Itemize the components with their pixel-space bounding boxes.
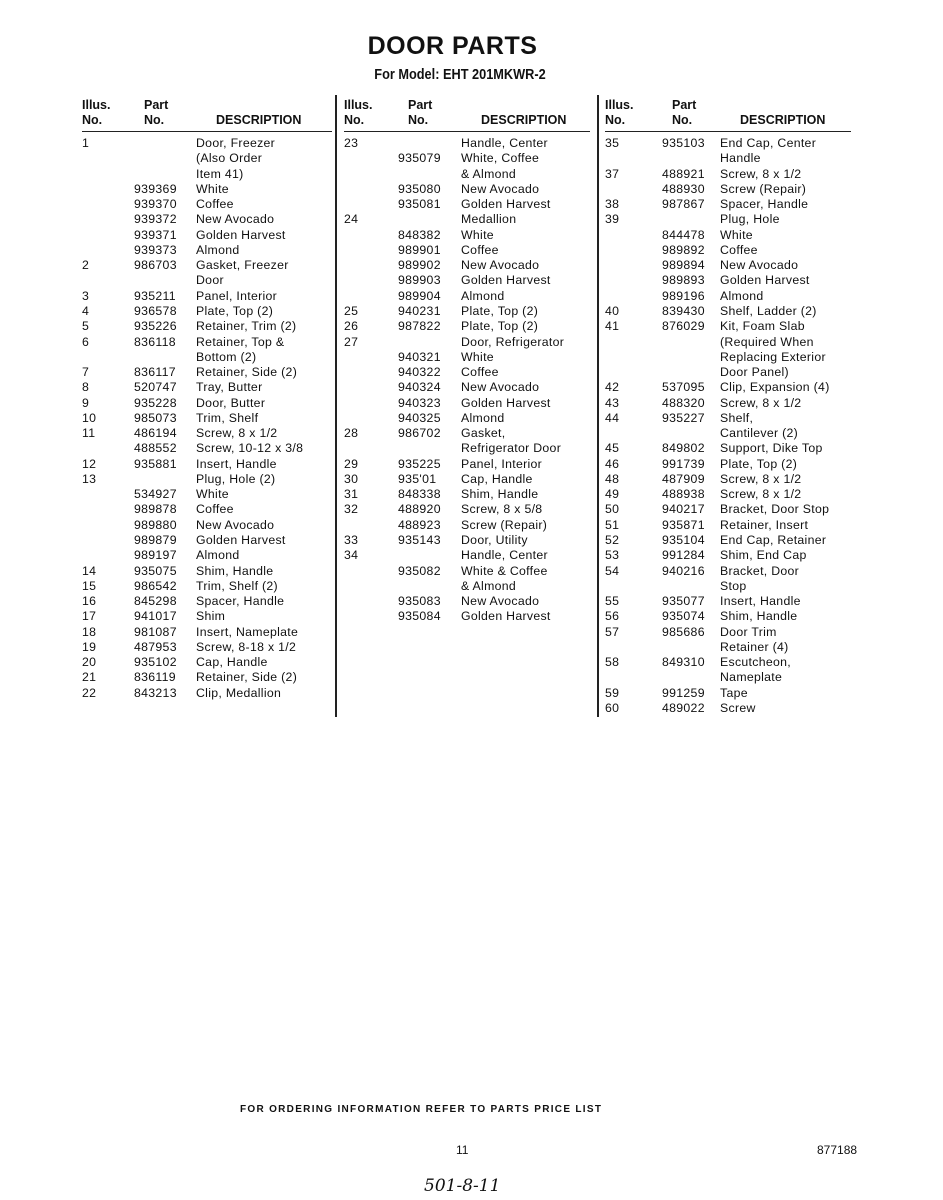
part-number: 935104 [662,533,705,548]
part-description: Stop [720,578,747,593]
header-illus-no: No. [82,113,103,127]
part-description: Item 41) [196,166,244,181]
part-number: 989903 [398,273,441,288]
part-number: 987822 [398,319,441,334]
illus-number: 5 [82,319,90,334]
part-number: 935082 [398,563,441,578]
part-number: 989892 [662,242,705,257]
part-number: 935227 [662,410,705,425]
part-number: 935074 [662,609,705,624]
part-description: & Almond [461,166,517,181]
part-description: Golden Harvest [720,273,810,288]
part-number: 981087 [134,624,177,639]
part-number: 989196 [662,288,705,303]
part-description: Shim, End Cap [720,548,807,563]
part-number: 939372 [134,212,177,227]
part-description: Retainer, Side (2) [196,670,298,685]
part-number: 940217 [662,502,705,517]
header-part-no: No. [408,113,429,127]
illus-number: 55 [605,594,620,609]
part-description: Screw, 8 x 1/2 [196,426,278,441]
illus-number: 48 [605,471,620,486]
part-description: Golden Harvest [461,609,551,624]
part-description: Shim [196,609,226,624]
header-rule [605,131,851,132]
part-number: 488930 [662,181,705,196]
part-number: 989901 [398,242,441,257]
part-number: 876029 [662,319,705,334]
illus-number: 43 [605,395,620,410]
part-number: 991739 [662,456,705,471]
part-number: 935080 [398,181,441,196]
part-description: White [196,487,229,502]
part-description: White, Coffee [461,151,540,166]
illus-number: 30 [344,471,359,486]
part-description: Coffee [461,242,499,257]
part-number: 935881 [134,456,177,471]
part-description: Panel, Interior [461,456,543,471]
illus-number: 25 [344,303,359,318]
part-description: Door Panel) [720,365,789,380]
page-title: DOOR PARTS [367,32,538,60]
ordering-note: FOR ORDERING INFORMATION REFER TO PARTS PRICE LIST [240,1104,603,1115]
part-number: 935871 [662,517,705,532]
part-description: Screw, 8-18 x 1/2 [196,639,297,654]
part-description: New Avocado [720,258,799,273]
illus-number: 19 [82,639,97,654]
part-number: 986702 [398,426,441,441]
part-description: Shelf, [720,410,754,425]
part-description: Almond [461,288,505,303]
part-number: 989879 [134,533,177,548]
part-description: Replacing Exterior [720,349,826,364]
part-number: 844478 [662,227,705,242]
part-number: 935'01 [398,471,437,486]
part-description: Door, Refrigerator [461,334,565,349]
part-description: Retainer, Insert [720,517,809,532]
part-number: 940323 [398,395,441,410]
part-description: End Cap, Retainer [720,533,827,548]
part-number: 534927 [134,487,177,502]
illus-number: 35 [605,136,620,150]
column-divider [597,95,599,717]
part-number: 989878 [134,502,177,517]
illus-number: 57 [605,624,620,639]
part-number: 845298 [134,594,177,609]
header-description: DESCRIPTION [740,113,826,127]
part-description: Gasket, Freezer [196,258,289,273]
part-number: 940321 [398,349,441,364]
part-number: 843213 [134,685,177,700]
illus-number: 9 [82,395,90,410]
part-number: 935083 [398,594,441,609]
part-description: Screw, 8 x 1/2 [720,471,802,486]
illus-number: 40 [605,303,620,318]
column-divider [335,95,337,717]
part-number: 935084 [398,609,441,624]
part-description: Plate, Top (2) [461,303,539,318]
part-number: 935079 [398,151,441,166]
part-description: Door, Butter [196,395,266,410]
part-number: 487953 [134,639,177,654]
part-description: Tray, Butter [196,380,263,395]
illus-number: 27 [344,334,359,349]
illus-number: 41 [605,319,620,334]
part-number: 836119 [134,670,176,685]
part-description: Screw, 8 x 1/2 [720,166,802,181]
illus-number: 15 [82,578,97,593]
part-number: 939369 [134,181,177,196]
part-description: Handle, Center [461,548,548,563]
part-number: 940216 [662,563,705,578]
part-number: 939370 [134,197,177,212]
illus-number: 45 [605,441,620,456]
illus-number: 18 [82,624,97,639]
part-description: Nameplate [720,670,783,685]
part-description: Coffee [196,197,234,212]
illus-number: 4 [82,303,90,318]
illus-number: 60 [605,700,620,715]
illus-number: 16 [82,594,97,609]
part-description: Retainer, Trim (2) [196,319,297,334]
part-description: Cap, Handle [461,471,533,486]
part-description: Plug, Hole [720,212,780,227]
illus-number: 59 [605,685,620,700]
part-description: Spacer, Handle [720,197,809,212]
part-number: 935228 [134,395,177,410]
part-description: Screw (Repair) [720,181,807,196]
part-number: 848382 [398,227,441,242]
illus-number: 28 [344,426,359,441]
part-description: Golden Harvest [196,227,286,242]
part-number: 488552 [134,441,177,456]
illus-number: 2 [82,258,90,273]
illus-number: 21 [82,670,97,685]
part-description: New Avocado [461,181,540,196]
illus-number: 32 [344,502,359,517]
part-description: Golden Harvest [461,197,551,212]
part-description: New Avocado [461,594,540,609]
part-description: New Avocado [196,212,275,227]
header-description: DESCRIPTION [481,113,567,127]
illus-number: 26 [344,319,359,334]
part-description: Plate, Top (2) [196,303,274,318]
header-rule [344,131,590,132]
illus-number: 13 [82,471,97,486]
part-description: Retainer, Top & [196,334,285,349]
part-number: 487909 [662,471,705,486]
part-description: Screw, 8 x 1/2 [720,395,802,410]
illus-number: 53 [605,548,620,563]
illus-number: 52 [605,533,620,548]
part-description: Clip, Expansion (4) [720,380,830,395]
part-description: Screw, 10-12 x 3/8 [196,441,304,456]
illus-number: 33 [344,533,359,548]
part-description: Door Trim [720,624,777,639]
part-number: 839430 [662,303,705,318]
part-number: 488320 [662,395,705,410]
header-part: Part [144,98,169,112]
illus-number: 24 [344,212,359,227]
part-description: Shim, Handle [196,563,274,578]
part-number: 935226 [134,319,177,334]
part-description: Plate, Top (2) [461,319,539,334]
illus-number: 22 [82,685,97,700]
header-illus: Illus. [344,98,373,112]
part-number: 935211 [134,288,176,303]
part-number: 849802 [662,441,705,456]
illus-number: 38 [605,197,620,212]
part-description: Shelf, Ladder (2) [720,303,817,318]
part-description: End Cap, Center [720,136,817,150]
illus-number: 42 [605,380,620,395]
illus-number: 44 [605,410,620,425]
part-description: Coffee [461,365,499,380]
part-description: New Avocado [196,517,275,532]
part-number: 935102 [134,655,177,670]
part-number: 985073 [134,410,177,425]
part-description: & Almond [461,578,517,593]
part-description: Cantilever (2) [720,426,799,441]
part-description: Bottom (2) [196,349,257,364]
part-description: Door, Freezer [196,136,276,150]
part-number: 940325 [398,410,441,425]
part-number: 520747 [134,380,177,395]
part-description: Screw (Repair) [461,517,548,532]
part-description: Golden Harvest [461,395,551,410]
header-illus-no: No. [605,113,626,127]
part-number: 987867 [662,197,705,212]
header-illus-no: No. [344,113,365,127]
illus-number: 8 [82,380,90,395]
part-description: Kit, Foam Slab [720,319,805,334]
part-number: 936578 [134,303,177,318]
part-number: 985686 [662,624,705,639]
part-number: 989893 [662,273,705,288]
part-number: 989197 [134,548,177,563]
part-description: Plate, Top (2) [720,456,798,471]
part-number: 486194 [134,426,177,441]
part-description: Screw, 8 x 1/2 [720,487,802,502]
part-number: 537095 [662,380,705,395]
part-description: Handle [720,151,761,166]
part-number: 989904 [398,288,441,303]
part-description: (Also Order [196,151,263,166]
part-number: 488923 [398,517,441,532]
part-number: 991259 [662,685,705,700]
part-number: 488920 [398,502,441,517]
part-description: New Avocado [461,380,540,395]
header-rule [82,131,332,132]
part-description: Support, Dike Top [720,441,823,456]
part-number: 935225 [398,456,441,471]
part-description: Tape [720,685,748,700]
part-description: Door [196,273,224,288]
part-description: Insert, Handle [720,594,801,609]
illus-number: 34 [344,548,359,563]
part-number: 489022 [662,700,705,715]
part-description: Trim, Shelf (2) [196,578,278,593]
part-description: Escutcheon, [720,655,791,670]
part-description: Retainer (4) [720,639,789,654]
part-description: Screw [720,700,756,715]
part-description: Panel, Interior [196,288,278,303]
illus-number: 6 [82,334,90,349]
header-illus: Illus. [605,98,634,112]
illus-number: 39 [605,212,620,227]
part-number: 989894 [662,258,705,273]
illus-number: 56 [605,609,620,624]
part-description: Shim, Handle [461,487,539,502]
illus-number: 12 [82,456,97,471]
page-number: 11 [456,1143,469,1157]
header-part-no: No. [144,113,165,127]
illus-number: 58 [605,655,620,670]
part-number: 935077 [662,594,705,609]
header-part: Part [408,98,433,112]
part-description: Medallion [461,212,517,227]
part-number: 836118 [134,334,176,349]
illus-number: 10 [82,410,97,425]
illus-number: 46 [605,456,620,471]
part-number: 935143 [398,533,441,548]
part-description: Almond [720,288,764,303]
part-description: Shim, Handle [720,609,798,624]
part-description: Insert, Nameplate [196,624,299,639]
part-number: 848338 [398,487,441,502]
illus-number: 54 [605,563,620,578]
part-number: 488938 [662,487,705,502]
part-number: 986703 [134,258,177,273]
part-description: Golden Harvest [461,273,551,288]
illus-number: 31 [344,487,359,502]
part-description: Refrigerator Door [461,441,562,456]
part-description: Trim, Shelf [196,410,259,425]
part-number: 989880 [134,517,177,532]
part-description: Clip, Medallion [196,685,282,700]
illus-number: 17 [82,609,97,624]
illus-number: 50 [605,502,620,517]
part-description: Bracket, Door Stop [720,502,830,517]
part-description: Coffee [196,502,234,517]
illus-number: 3 [82,288,90,303]
header-part: Part [672,98,697,112]
part-number: 991284 [662,548,705,563]
part-description: Handle, Center [461,136,548,150]
header-illus: Illus. [82,98,111,112]
part-description: Cap, Handle [196,655,268,670]
part-number: 940231 [398,303,441,318]
part-number: 836117 [134,365,176,380]
part-description: Insert, Handle [196,456,277,471]
illus-number: 20 [82,655,97,670]
illus-number: 29 [344,456,359,471]
part-description: Plug, Hole (2) [196,471,276,486]
illus-number: 1 [82,136,90,150]
part-description: Almond [461,410,505,425]
header-part-no: No. [672,113,693,127]
part-description: New Avocado [461,258,540,273]
model-subtitle: For Model: EHT 201MKWR-2 [374,66,546,83]
part-description: Gasket, [461,426,506,441]
part-number: 986542 [134,578,177,593]
part-description: Golden Harvest [196,533,286,548]
part-description: (Required When [720,334,814,349]
part-description: Bracket, Door [720,563,800,578]
illus-number: 14 [82,563,97,578]
part-description: Coffee [720,242,758,257]
illus-number: 7 [82,365,90,380]
part-number: 935103 [662,136,705,150]
part-number: 935075 [134,563,177,578]
illus-number: 49 [605,487,620,502]
part-description: Retainer, Side (2) [196,365,298,380]
part-number: 940322 [398,365,441,380]
part-number: 940324 [398,380,441,395]
part-number: 488921 [662,166,705,181]
illus-number: 23 [344,136,359,150]
part-description: Almond [196,242,240,257]
part-description: White & Coffee [461,563,548,578]
part-number: 941017 [134,609,177,624]
part-description: Almond [196,548,240,563]
illus-number: 37 [605,166,620,181]
part-number: 989902 [398,258,441,273]
part-number: 939371 [134,227,177,242]
part-number: 849310 [662,655,705,670]
handwritten-note: 501-8-11 [424,1176,501,1196]
part-number: 935081 [398,197,441,212]
part-description: Door, Utility [461,533,528,548]
part-description: White [461,349,494,364]
part-description: White [461,227,494,242]
part-description: Screw, 8 x 5/8 [461,502,543,517]
illus-number: 11 [82,426,96,441]
header-description: DESCRIPTION [216,113,302,127]
part-description: White [720,227,753,242]
part-number: 939373 [134,242,177,257]
document-number: 877188 [817,1143,858,1157]
part-description: White [196,181,229,196]
part-description: Spacer, Handle [196,594,285,609]
illus-number: 51 [605,517,620,532]
